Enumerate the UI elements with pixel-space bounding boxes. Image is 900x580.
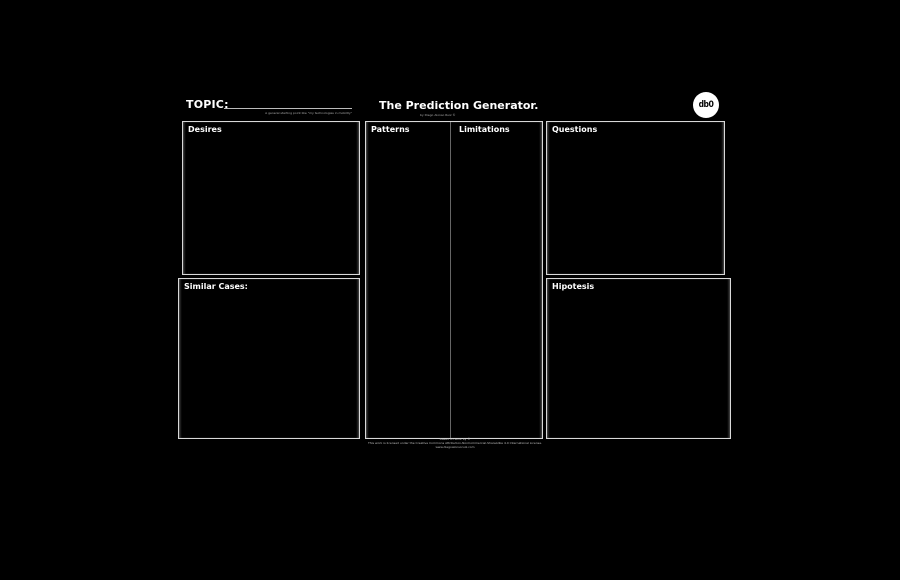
patterns-limitations-box[interactable] bbox=[365, 121, 543, 439]
desires-box[interactable] bbox=[182, 121, 360, 275]
topic-input-line[interactable] bbox=[224, 108, 352, 109]
hipotesis-box[interactable] bbox=[546, 278, 731, 439]
logo-icon: dbO bbox=[693, 92, 719, 118]
page-subtitle: by Diego Alonso Ruiz © bbox=[420, 113, 456, 117]
footer-url: www.diegoalonsoruiz.com bbox=[435, 445, 475, 449]
questions-box[interactable] bbox=[546, 121, 725, 275]
desires-label: Desires bbox=[188, 125, 222, 134]
topic-hint: A general starting point like "my technologies in mobility" bbox=[265, 111, 352, 115]
footer-credit: Based on work by © bbox=[439, 437, 471, 441]
questions-label: Questions bbox=[552, 125, 598, 134]
license-footer bbox=[355, 437, 555, 449]
similar-cases-box[interactable] bbox=[178, 278, 360, 439]
topic-label: TOPIC: bbox=[186, 98, 229, 111]
page-title: The Prediction Generator. bbox=[379, 99, 539, 112]
hipotesis-label: Hipotesis bbox=[552, 282, 595, 291]
patterns-limitations-divider bbox=[450, 122, 451, 438]
limitations-label: Limitations bbox=[459, 125, 510, 134]
patterns-label: Patterns bbox=[371, 125, 410, 134]
similar-cases-label: Similar Cases: bbox=[184, 282, 248, 291]
footer-license: This work is licensed under the Creative Commons Attribution-NonCommercial-ShareAlike 4.0 International License. bbox=[367, 441, 543, 445]
